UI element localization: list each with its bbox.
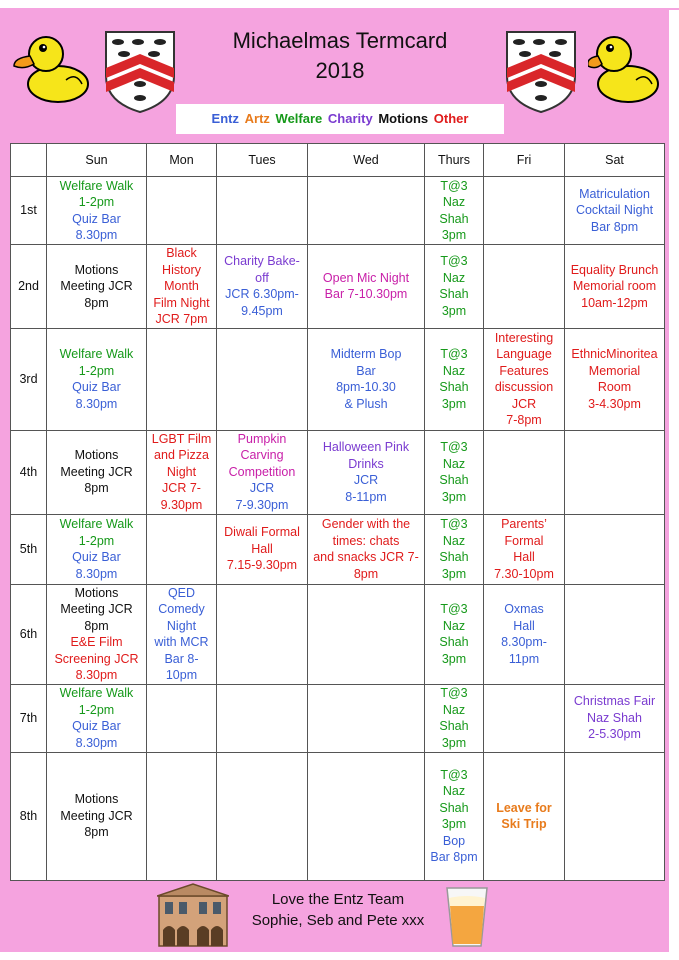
day-header-row [11,144,665,177]
event-text: Matriculation [579,186,650,201]
event-cell-wed [308,684,425,752]
event-text: LGBT Film [151,431,212,446]
event-text: off [255,270,269,285]
title-line-2: 2018 [315,58,365,83]
event-text: 10pm [165,668,198,682]
event-text: JCR [511,396,537,411]
event-cell-wed [308,514,425,584]
event-text: Motions [74,585,119,600]
event-text: Leave for [496,800,552,815]
event-text: 8.30pm [75,566,118,581]
event-cell-tues [217,245,308,329]
event-cell-thurs [425,245,484,329]
right-duck-icon [588,26,668,106]
event-cell-mon [147,684,217,752]
event-cell-sun [47,514,147,584]
event-text: Motions [74,262,119,277]
event-cell-sat [565,752,665,880]
event-text: Language [496,347,552,361]
legend-item-welfare: Welfare [275,111,323,126]
week-label: 6th [11,584,47,684]
event-cell-mon [147,328,217,430]
event-text: T@3 [440,440,468,454]
event-text: 1-2pm [78,533,115,548]
right-white-edge [669,10,679,960]
event-text: Welfare Walk [59,517,134,531]
beer-cup-icon [443,884,491,948]
event-text: Competition [228,464,296,479]
event-text: Shah [439,800,469,815]
event-text: JCR 6.30pm- [225,287,299,302]
week-label: 3rd [11,328,47,430]
day-header-sun: Sun [47,144,147,177]
event-text: 1-2pm [78,702,115,717]
event-text: 2-5.30pm [588,727,641,742]
event-cell-sat [565,177,665,245]
event-text: 8.30pm- [501,635,547,649]
event-cell-thurs [425,430,484,514]
legend-item-motions: Motions [378,111,429,126]
event-text: Parents’ [501,517,547,531]
event-cell-mon [147,177,217,245]
day-header-tues: Tues [217,144,308,177]
event-text: Night [166,618,197,633]
event-text: Motions [74,448,119,463]
event-text: with MCR [154,635,209,649]
event-text: T@3 [440,517,468,531]
event-text: Gender with the [321,517,411,531]
event-cell-mon [147,245,217,329]
event-cell-sun [47,245,147,329]
event-text: Interesting [494,330,554,345]
event-cell-wed [308,328,425,430]
event-text: Formal [504,533,544,548]
event-text: 9.45pm [241,303,283,318]
event-text: Meeting JCR [60,464,133,479]
event-text: Cocktail Night [575,203,654,218]
event-cell-sat [565,245,665,329]
footer-line-2: Sophie, Seb and Pete xxx [251,912,425,929]
event-cell-fri [484,328,565,430]
title-line-1: Michaelmas Termcard [232,28,448,53]
event-cell-sat [565,328,665,430]
day-header-fri: Fri [484,144,565,177]
event-text: T@3 [440,602,468,616]
week-label: 1st [11,177,47,245]
event-text: Hall [513,618,535,633]
event-cell-tues [217,328,308,430]
event-cell-fri [484,752,565,880]
event-cell-wed [308,177,425,245]
week-row [11,245,665,329]
event-text: Naz [442,533,466,548]
event-cell-wed [308,752,425,880]
event-cell-sun [47,177,147,245]
event-cell-tues [217,584,308,684]
event-text: Shah [439,473,469,487]
event-text: Naz [442,270,466,285]
event-text: Welfare Walk [59,178,134,193]
event-text: 1-2pm [78,363,115,378]
event-text: Carving [240,448,284,463]
event-cell-fri [484,584,565,684]
event-text: 8pm [84,825,109,840]
footer-message [230,889,446,931]
week-row [11,328,665,430]
event-text: Hall [251,541,273,556]
event-text: Naz [442,618,466,633]
event-cell-wed [308,245,425,329]
event-cell-fri [484,514,565,584]
event-text: Naz [442,363,466,378]
week-row [11,752,665,880]
event-text: 7-9.30pm [235,497,289,512]
event-text: times: chats [332,533,400,548]
event-text: Bar 8pm [430,850,478,864]
event-text: 7.30-10pm [494,566,554,581]
bottom-white-edge [0,952,679,960]
termcard-table [10,143,665,881]
event-text: Pumpkin [237,431,287,446]
event-cell-tues [217,177,308,245]
event-text: 8pm [353,566,379,581]
building-icon [157,882,229,948]
event-text: Memorial [588,363,641,378]
legend-item-entz: Entz [211,111,239,126]
event-cell-mon [147,584,217,684]
event-cell-sat [565,684,665,752]
event-text: Charity Bake- [224,254,300,269]
event-cell-sun [47,584,147,684]
event-text: Shah [439,380,469,394]
event-cell-tues [217,752,308,880]
corner-cell [11,144,47,177]
event-cell-thurs [425,584,484,684]
event-text: and Pizza [154,448,209,463]
event-text: 3pm [441,396,467,411]
event-text: Bar 8- [164,651,199,666]
week-row [11,684,665,752]
event-text: 8.30pm [75,735,118,750]
legend-item-artz: Artz [244,111,270,126]
event-text: 9.30pm [160,497,203,512]
event-text: Comedy [158,602,205,616]
event-text: Features [499,363,549,378]
event-cell-sun [47,328,147,430]
event-cell-thurs [425,177,484,245]
event-text: Equality Brunch [570,262,659,277]
event-text: Black [166,246,197,260]
event-text: EthnicMinoritea [571,347,658,361]
event-cell-fri [484,430,565,514]
event-text: Bar 8pm [590,219,639,234]
event-text: Oxmas [504,602,544,616]
event-cell-thurs [425,328,484,430]
event-text: JCR [249,481,275,496]
event-text: 8.30pm [75,228,118,242]
week-label: 7th [11,684,47,752]
event-cell-sun [47,430,147,514]
event-text: 10am-12pm [581,295,648,310]
day-header-mon: Mon [147,144,217,177]
event-cell-fri [484,245,565,329]
event-text: and snacks JCR 7- [313,550,419,564]
event-text: 8pm [84,618,109,633]
event-text: 3-4.30pm [588,396,641,411]
event-text: 7.15-9.30pm [226,558,298,573]
category-legend [176,104,504,134]
event-text: 8.30pm [75,668,118,682]
event-text: Meeting JCR [60,808,133,823]
event-text: T@3 [440,254,468,269]
week-label: 8th [11,752,47,880]
event-text: Screening JCR [54,651,139,666]
event-cell-mon [147,752,217,880]
event-text: JCR [353,473,379,487]
event-cell-wed [308,430,425,514]
event-text: Welfare Walk [59,347,134,361]
event-cell-thurs [425,514,484,584]
legend-item-other: Other [433,111,469,126]
event-text: Shah [439,550,469,564]
event-text: & Plush [344,396,388,411]
event-text: 3pm [441,817,467,831]
event-text: Naz [442,702,466,717]
event-text: Naz Shah [587,710,642,725]
event-text: Shah [439,211,469,226]
top-white-edge [0,0,679,8]
event-text: Bar [356,363,376,378]
event-cell-mon [147,430,217,514]
event-text: Christmas Fair [573,694,656,709]
event-cell-tues [217,684,308,752]
event-text: 3pm [441,651,467,666]
event-cell-fri [484,177,565,245]
day-header-wed: Wed [308,144,425,177]
week-label: 2nd [11,245,47,329]
event-text: 3pm [441,735,467,750]
event-text: Shah [439,719,469,733]
event-text: Open Mic Night [322,270,410,285]
event-text: History [162,262,201,277]
event-cell-sun [47,684,147,752]
event-text: 3pm [441,228,467,242]
event-text: 11pm [508,651,540,666]
event-text: 1-2pm [78,195,115,209]
event-text: Quiz Bar [72,550,121,564]
left-college-crest-icon [104,30,176,114]
event-text: JCR 7- [162,481,201,496]
event-text: Naz [442,195,466,209]
week-label: 4th [11,430,47,514]
event-text: T@3 [440,178,468,193]
event-text: Shah [439,635,469,649]
week-row [11,430,665,514]
day-header-sat: Sat [565,144,665,177]
left-duck-icon [10,26,90,106]
event-text: 8pm-10.30 [336,380,396,394]
week-row [11,514,665,584]
event-text: Memorial room [572,279,657,293]
event-cell-mon [147,514,217,584]
event-text: 8pm [84,481,109,496]
event-text: 3pm [441,489,467,504]
event-text: Bar 7-10.30pm [324,287,408,302]
page-title [190,26,490,86]
day-header-thurs: Thurs [425,144,484,177]
event-text: Diwali Formal [224,525,300,540]
event-cell-thurs [425,752,484,880]
event-text: Naz [442,456,466,471]
event-text: discussion [494,380,554,394]
right-college-crest-icon [505,30,577,114]
event-cell-tues [217,514,308,584]
event-text: Film Night [153,295,210,310]
event-text: Midterm Bop [330,347,402,361]
event-text: T@3 [440,767,468,782]
event-text: Drinks [348,456,384,471]
event-text: Bop [442,833,466,848]
event-cell-sat [565,430,665,514]
event-cell-thurs [425,684,484,752]
event-text: Quiz Bar [72,380,121,394]
event-text: Month [164,279,199,293]
event-text: E&E Film [70,635,123,649]
event-cell-fri [484,684,565,752]
event-text: JCR 7pm [155,312,208,326]
event-text: Ski Trip [501,817,547,831]
pink-left-border [0,143,10,960]
event-text: Halloween Pink [322,440,410,454]
event-cell-sat [565,584,665,684]
event-cell-sun [47,752,147,880]
event-text: T@3 [440,686,468,700]
event-text: Night [166,464,197,479]
event-text: 7-8pm [506,413,542,427]
event-cell-sat [565,514,665,584]
event-text: 3pm [441,303,467,318]
footer-line-1: Love the Entz Team [271,891,405,908]
event-text: Hall [513,550,535,564]
event-text: 3pm [441,566,467,581]
event-text: QED [167,585,196,600]
event-text: 8.30pm [75,396,118,411]
event-text: Naz [442,784,466,798]
event-cell-wed [308,584,425,684]
event-text: Motions [74,792,119,807]
event-text: 8-11pm [345,489,387,504]
event-text: Shah [439,287,469,302]
event-text: Room [597,380,632,394]
event-text: Quiz Bar [72,719,121,733]
legend-item-charity: Charity [327,111,373,126]
event-text: Quiz Bar [72,211,121,226]
event-cell-tues [217,430,308,514]
event-text: Meeting JCR [60,602,133,616]
event-text: T@3 [440,347,468,361]
week-label: 5th [11,514,47,584]
event-text: Meeting JCR [60,279,133,293]
week-row [11,177,665,245]
week-row [11,584,665,684]
event-text: 8pm [84,295,109,310]
event-text: Welfare Walk [59,686,134,700]
